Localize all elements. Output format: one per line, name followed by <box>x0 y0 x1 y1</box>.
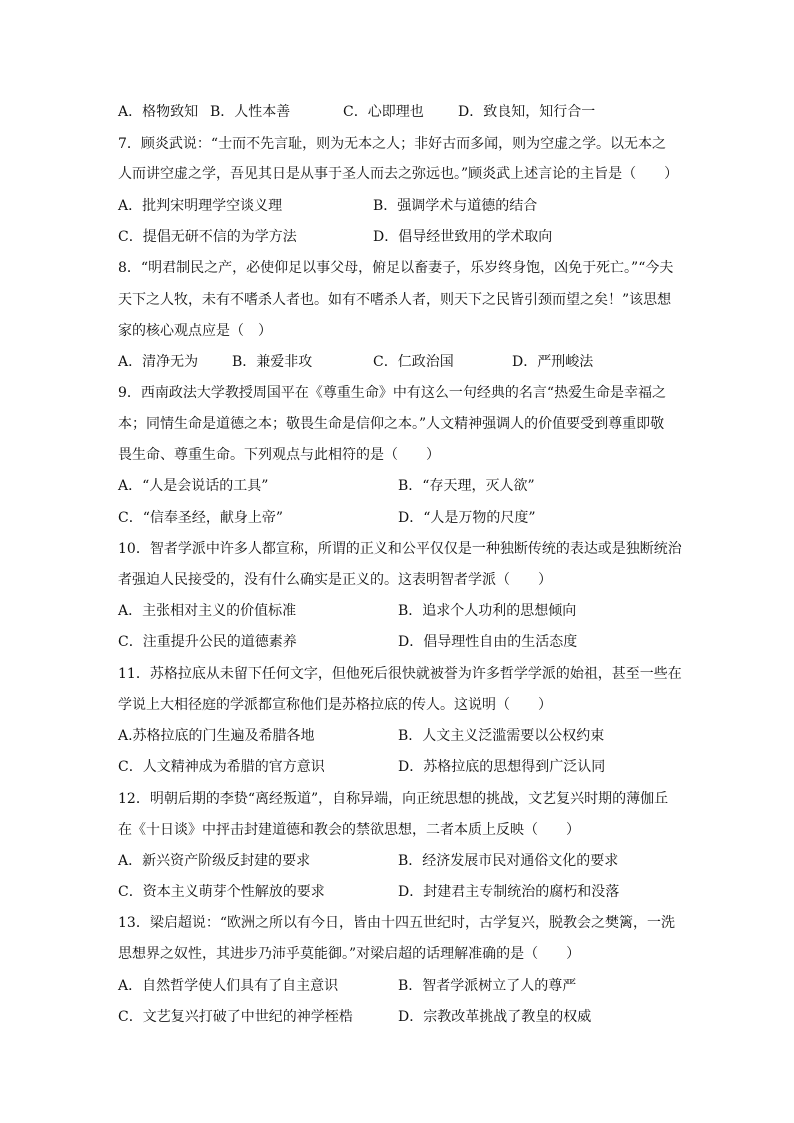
q10-option-a: A．主张相对主义的价值标准 <box>118 603 297 619</box>
q11-option-b: B．人文主义泛滥需要以公权约束 <box>398 728 605 744</box>
q9-stem-line-1: 9．西南政法大学教授周国平在《尊重生命》中有这么一句经典的名言“热爱生命是幸福之 <box>118 385 667 401</box>
q12-stem-line-1: 12．明朝后期的李贽“离经叛道”，自称异端，向正统思想的挑战，文艺复兴时期的薄伽丘 <box>118 791 669 807</box>
q9-option-d: D．“人是万物的尺度” <box>398 510 536 526</box>
q11-option-a: A.苏格拉底的门生遍及希腊各地 <box>118 728 315 744</box>
q8-stem-line-1: 8．“明君制民之产，必使仰足以事父母，俯足以畜妻子，乐岁终身饱，凶免于死亡。”“今夫 <box>118 260 674 276</box>
q6-option-a: A．格物致知 <box>118 104 199 120</box>
q12-option-b: B．经济发展市民对通俗文化的要求 <box>398 853 619 869</box>
q11-option-d: D．苏格拉底的思想得到广泛认同 <box>398 759 606 775</box>
q13-option-a: A．自然哲学使人们具有了自主意识 <box>118 978 339 994</box>
q8-option-b: B．兼爱非攻 <box>232 354 313 370</box>
q9-option-b: B．“存天理，灭人欲” <box>398 478 535 494</box>
q11-stem-line-1: 11．苏格拉底从未留下任何文字，但他死后很快就被誉为许多哲学学派的始祖，甚至一些在 <box>118 666 682 682</box>
q8-stem-line-2: 天下之人牧，未有不嗜杀人者也。如有不嗜杀人者，则天下之民皆引颈而望之矣！”该思想 <box>118 292 672 308</box>
q12-option-d: D．封建君主专制统治的腐朽和没落 <box>398 884 620 900</box>
q13-stem-line-2: 思想界之奴性，其进步乃沛乎莫能御。”对梁启超的话理解准确的是（ ） <box>118 946 581 962</box>
q9-stem-line-3: 畏生命、尊重生命。下列观点与此相符的是（ ） <box>118 447 440 463</box>
q8-option-c: C．仁政治国 <box>373 354 454 370</box>
q13-option-c: C．文艺复兴打破了中世纪的神学桎梏 <box>118 1009 353 1025</box>
q6-option-d: D．致良知，知行合一 <box>458 104 596 120</box>
q13-option-b: B．智者学派树立了人的尊严 <box>398 978 577 994</box>
q11-option-c: C．人文精神成为希腊的官方意识 <box>118 759 325 775</box>
q13-option-d: D．宗教改革挑战了教皇的权威 <box>398 1009 592 1025</box>
q9-option-c: C．“信奉圣经，献身上帝” <box>118 510 284 526</box>
q7-option-b: B．强调学术与道德的结合 <box>373 198 538 214</box>
q8-option-d: D．严刑峻法 <box>512 354 594 370</box>
q13-stem-line-1: 13．梁启超说：“欧洲之所以有今日，皆由十四五世纪时，古学复兴，脱教会之樊篱，一洗 <box>118 915 675 931</box>
q12-option-c: C．资本主义萌芽个性解放的要求 <box>118 884 325 900</box>
q9-option-a: A．“人是会说话的工具” <box>118 478 269 494</box>
q7-stem-line-1: 7．顾炎武说：“士而不先言耻，则为无本之人；非好古而多闻，则为空虚之学。以无本之 <box>118 136 667 152</box>
q10-option-b: B．追求个人功利的思想倾向 <box>398 603 577 619</box>
q10-stem-line-1: 10．智者学派中许多人都宣称，所谓的正义和公平仅仅是一种独断传统的表达或是独断统治 <box>118 541 682 557</box>
q7-option-a: A．批判宋明理学空谈义理 <box>118 198 283 214</box>
q6-option-b: B．人性本善 <box>210 104 291 120</box>
q10-stem-line-2: 者强迫人民接受的，没有什么确实是正义的。这表明智者学派（ ） <box>118 572 552 588</box>
q8-option-a: A．清净无为 <box>118 354 199 370</box>
q10-option-c: C．注重提升公民的道德素养 <box>118 634 297 650</box>
q10-option-d: D．倡导理性自由的生活态度 <box>398 634 578 650</box>
q6-option-c: C．心即理也 <box>343 104 424 120</box>
q7-stem-line-2: 人而讲空虚之学，吾见其日是从事于圣人而去之弥远也。”顾炎武上述言论的主旨是（ ） <box>118 166 679 182</box>
q9-stem-line-2: 本；同情生命是道德之本；敬畏生命是信仰之本。”人文精神强调人的价值要受到尊重即敬 <box>118 416 665 432</box>
q7-option-c: C．提倡无研不信的为学方法 <box>118 229 297 245</box>
q12-option-a: A．新兴资产阶级反封建的要求 <box>118 853 311 869</box>
q7-option-d: D．倡导经世致用的学术取向 <box>373 229 553 245</box>
q8-stem-line-3: 家的核心观点应是（ ） <box>118 323 272 339</box>
q12-stem-line-2: 在《十日谈》中抨击封建道德和教会的禁欲思想，二者本质上反映（ ） <box>118 822 580 838</box>
q11-stem-line-2: 学说上大相径庭的学派都宣称他们是苏格拉底的传人。这说明（ ） <box>118 697 552 713</box>
